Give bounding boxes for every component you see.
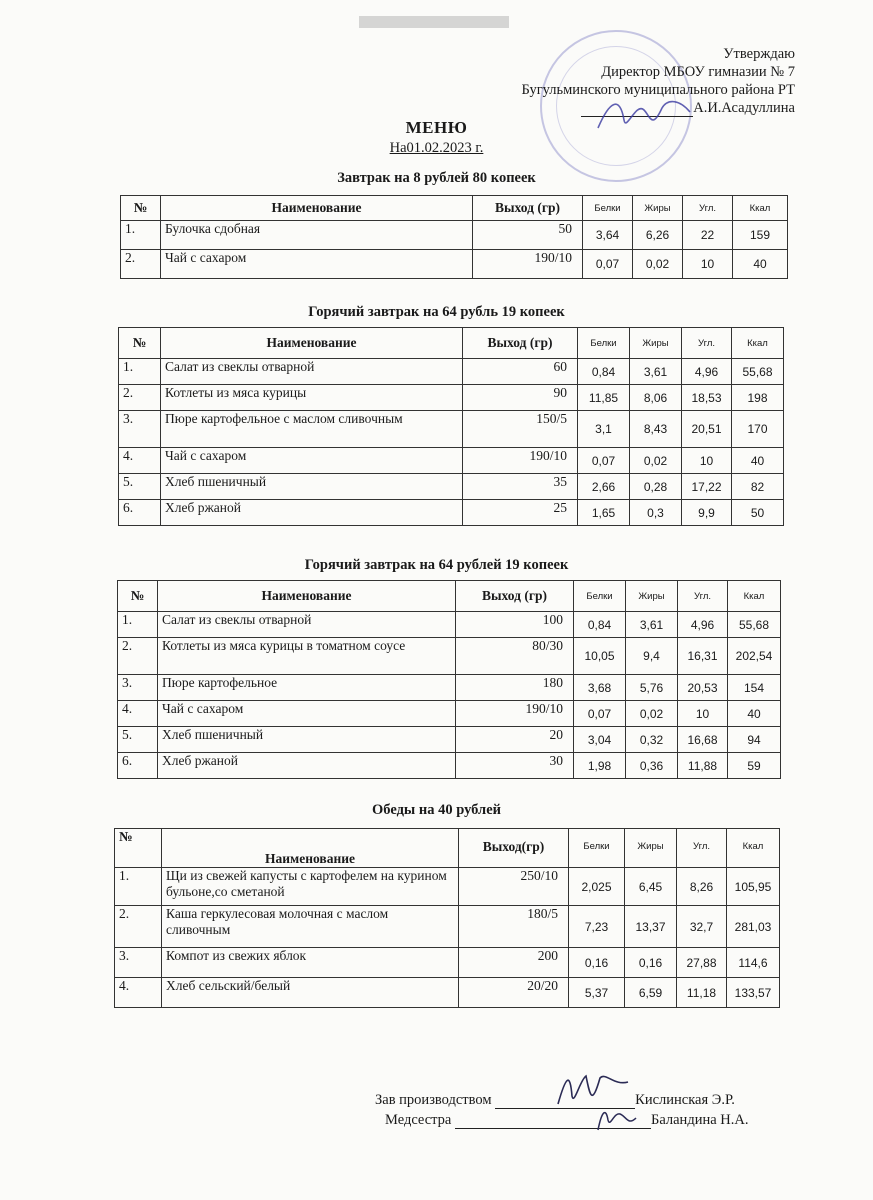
row-kcal: 281,03 [727, 906, 780, 948]
table-row [119, 448, 784, 474]
row-fat: 3,61 [626, 612, 678, 638]
col-carbs: Угл. [678, 581, 728, 612]
row-fat: 0,36 [626, 753, 678, 779]
row-num: 4. [118, 701, 158, 727]
row-name: Булочка сдобная [161, 221, 473, 250]
row-protein: 10,05 [574, 638, 626, 675]
row-num: 2. [115, 906, 162, 948]
row-protein: 3,64 [583, 221, 633, 250]
row-carbs: 4,96 [682, 359, 732, 385]
row-fat: 0,3 [630, 500, 682, 526]
row-fat: 0,28 [630, 474, 682, 500]
row-fat: 6,45 [625, 868, 677, 906]
row-kcal: 50 [732, 500, 784, 526]
row-protein: 3,04 [574, 727, 626, 753]
row-num: 3. [115, 948, 162, 978]
col-kcal: Ккал [732, 328, 784, 359]
col-carbs: Угл. [683, 196, 733, 221]
row-carbs: 20,53 [678, 675, 728, 701]
approver-name: А.И.Асадуллина [693, 100, 795, 116]
row-output: 150/5 [463, 411, 578, 448]
col-protein: Белки [569, 829, 625, 868]
row-output: 60 [463, 359, 578, 385]
table-row [121, 250, 788, 279]
row-output: 90 [463, 385, 578, 411]
row-fat: 0,02 [626, 701, 678, 727]
row-output: 50 [473, 221, 583, 250]
table-row [119, 500, 784, 526]
menu-table-breakfast [120, 195, 788, 279]
row-name: Салат из свеклы отварной [161, 359, 463, 385]
row-num: 2. [121, 250, 161, 279]
approve-line: Директор МБОУ гимназии № 7 [601, 64, 795, 80]
section-caption: Обеды на 40 рублей [372, 802, 501, 818]
row-fat: 0,16 [625, 948, 677, 978]
row-name: Хлеб пшеничный [158, 727, 456, 753]
col-fat: Жиры [625, 829, 677, 868]
row-name: Пюре картофельное [158, 675, 456, 701]
col-name: Наименование [161, 328, 463, 359]
row-kcal: 55,68 [728, 612, 781, 638]
approve-line: Бугульминского муниципального района РТ [521, 82, 795, 98]
row-output: 190/10 [463, 448, 578, 474]
row-num: 3. [118, 675, 158, 701]
table-row [121, 221, 788, 250]
section-caption: Горячий завтрак на 64 рублей 19 копеек [304, 557, 569, 573]
signature-role: Зав производством [375, 1092, 492, 1108]
row-output: 200 [459, 948, 569, 978]
row-num: 4. [119, 448, 161, 474]
row-num: 1. [115, 868, 162, 906]
col-kcal: Ккал [727, 829, 780, 868]
row-carbs: 32,7 [677, 906, 727, 948]
row-carbs: 10 [683, 250, 733, 279]
row-output: 180 [456, 675, 574, 701]
row-output: 35 [463, 474, 578, 500]
col-name: Наименование [161, 196, 473, 221]
row-kcal: 114,6 [727, 948, 780, 978]
row-kcal: 40 [733, 250, 788, 279]
col-output: Выход (гр) [473, 196, 583, 221]
col-kcal: Ккал [728, 581, 781, 612]
row-name: Хлеб сельский/белый [162, 978, 459, 1008]
row-num: 1. [121, 221, 161, 250]
row-num: 1. [119, 359, 161, 385]
row-protein: 0,07 [574, 701, 626, 727]
table-row [118, 727, 781, 753]
approve-line: Утверждаю [723, 46, 795, 62]
table-row [118, 753, 781, 779]
menu-table-lunch [114, 828, 780, 1008]
row-kcal: 40 [732, 448, 784, 474]
row-kcal: 55,68 [732, 359, 784, 385]
row-carbs: 16,31 [678, 638, 728, 675]
row-protein: 2,025 [569, 868, 625, 906]
table-row [119, 359, 784, 385]
row-protein: 0,84 [574, 612, 626, 638]
row-output: 100 [456, 612, 574, 638]
row-num: 5. [118, 727, 158, 753]
row-carbs: 10 [678, 701, 728, 727]
row-kcal: 202,54 [728, 638, 781, 675]
col-fat: Жиры [630, 328, 682, 359]
table-row [118, 612, 781, 638]
row-fat: 0,02 [633, 250, 683, 279]
row-output: 25 [463, 500, 578, 526]
row-protein: 7,23 [569, 906, 625, 948]
section-caption: Завтрак на 8 рублей 80 копеек [337, 170, 536, 186]
row-name: Чай с сахаром [161, 250, 473, 279]
row-fat: 6,26 [633, 221, 683, 250]
col-num: № [119, 328, 161, 359]
row-protein: 0,07 [578, 448, 630, 474]
row-carbs: 17,22 [682, 474, 732, 500]
row-name: Пюре картофельное с маслом сливочным [161, 411, 463, 448]
col-name: Наименование [162, 829, 459, 868]
col-fat: Жиры [633, 196, 683, 221]
row-name: Компот из свежих яблок [162, 948, 459, 978]
row-fat: 8,43 [630, 411, 682, 448]
row-name: Котлеты из мяса курицы [161, 385, 463, 411]
row-carbs: 8,26 [677, 868, 727, 906]
row-protein: 11,85 [578, 385, 630, 411]
signature-role: Медсестра [385, 1112, 452, 1128]
row-kcal: 133,57 [727, 978, 780, 1008]
row-fat: 8,06 [630, 385, 682, 411]
signature-name: Кислинская Э.Р. [635, 1092, 735, 1108]
row-protein: 1,65 [578, 500, 630, 526]
row-output: 20 [456, 727, 574, 753]
row-carbs: 9,9 [682, 500, 732, 526]
menu-table-hot-breakfast-1 [118, 327, 784, 526]
row-kcal: 105,95 [727, 868, 780, 906]
row-num: 5. [119, 474, 161, 500]
row-kcal: 154 [728, 675, 781, 701]
row-name: Котлеты из мяса курицы в томатном соусе [158, 638, 456, 675]
col-num: № [118, 581, 158, 612]
row-fat: 9,4 [626, 638, 678, 675]
row-carbs: 11,88 [678, 753, 728, 779]
row-carbs: 16,68 [678, 727, 728, 753]
row-fat: 3,61 [630, 359, 682, 385]
row-output: 190/10 [456, 701, 574, 727]
section-caption: Горячий завтрак на 64 рубль 19 копеек [308, 304, 565, 320]
row-carbs: 27,88 [677, 948, 727, 978]
row-fat: 0,02 [630, 448, 682, 474]
row-name: Хлеб пшеничный [161, 474, 463, 500]
row-num: 6. [119, 500, 161, 526]
row-protein: 0,07 [583, 250, 633, 279]
row-fat: 13,37 [625, 906, 677, 948]
row-fat: 6,59 [625, 978, 677, 1008]
row-carbs: 22 [683, 221, 733, 250]
col-fat: Жиры [626, 581, 678, 612]
table-row [118, 701, 781, 727]
col-protein: Белки [583, 196, 633, 221]
col-protein: Белки [578, 328, 630, 359]
row-output: 250/10 [459, 868, 569, 906]
row-output: 20/20 [459, 978, 569, 1008]
table-row [119, 411, 784, 448]
row-num: 2. [119, 385, 161, 411]
row-output: 30 [456, 753, 574, 779]
row-protein: 2,66 [578, 474, 630, 500]
col-output: Выход (гр) [463, 328, 578, 359]
row-protein: 0,16 [569, 948, 625, 978]
col-name: Наименование [158, 581, 456, 612]
row-protein: 3,1 [578, 411, 630, 448]
table-row [119, 474, 784, 500]
row-protein: 0,84 [578, 359, 630, 385]
row-num: 6. [118, 753, 158, 779]
row-output: 80/30 [456, 638, 574, 675]
row-name: Салат из свеклы отварной [158, 612, 456, 638]
row-output: 190/10 [473, 250, 583, 279]
row-output: 180/5 [459, 906, 569, 948]
row-protein: 1,98 [574, 753, 626, 779]
col-output: Выход(гр) [459, 829, 569, 868]
row-carbs: 10 [682, 448, 732, 474]
col-num: № [121, 196, 161, 221]
table-row [115, 868, 780, 906]
table-row [115, 978, 780, 1008]
row-kcal: 159 [733, 221, 788, 250]
col-protein: Белки [574, 581, 626, 612]
row-fat: 0,32 [626, 727, 678, 753]
row-carbs: 4,96 [678, 612, 728, 638]
row-carbs: 11,18 [677, 978, 727, 1008]
row-fat: 5,76 [626, 675, 678, 701]
faded-stamp-mark [355, 10, 515, 36]
row-num: 3. [119, 411, 161, 448]
nurse-signature [592, 1100, 642, 1136]
table-row [118, 638, 781, 675]
col-num: № [115, 829, 162, 868]
row-kcal: 198 [732, 385, 784, 411]
row-kcal: 170 [732, 411, 784, 448]
row-kcal: 82 [732, 474, 784, 500]
col-output: Выход (гр) [456, 581, 574, 612]
col-carbs: Угл. [677, 829, 727, 868]
row-num: 1. [118, 612, 158, 638]
row-protein: 3,68 [574, 675, 626, 701]
row-name: Каша геркулесовая молочная с маслом сливочным [162, 906, 459, 948]
row-name: Хлеб ржаной [158, 753, 456, 779]
row-carbs: 18,53 [682, 385, 732, 411]
col-kcal: Ккал [733, 196, 788, 221]
row-num: 2. [118, 638, 158, 675]
col-carbs: Угл. [682, 328, 732, 359]
row-kcal: 59 [728, 753, 781, 779]
table-row [119, 385, 784, 411]
menu-table-hot-breakfast-2 [117, 580, 781, 779]
row-num: 4. [115, 978, 162, 1008]
row-name: Чай с сахаром [158, 701, 456, 727]
table-row [115, 948, 780, 978]
row-name: Хлеб ржаной [161, 500, 463, 526]
table-row [115, 906, 780, 948]
row-kcal: 94 [728, 727, 781, 753]
page-title: МЕНЮ [405, 118, 468, 137]
row-protein: 5,37 [569, 978, 625, 1008]
row-name: Чай с сахаром [161, 448, 463, 474]
menu-date: На01.02.2023 г. [389, 140, 484, 156]
row-carbs: 20,51 [682, 411, 732, 448]
table-row [118, 675, 781, 701]
signature-name: Баландина Н.А. [651, 1112, 749, 1128]
row-kcal: 40 [728, 701, 781, 727]
row-name: Щи из свежей капусты с картофелем на курином бульоне,со сметаной [162, 868, 459, 906]
